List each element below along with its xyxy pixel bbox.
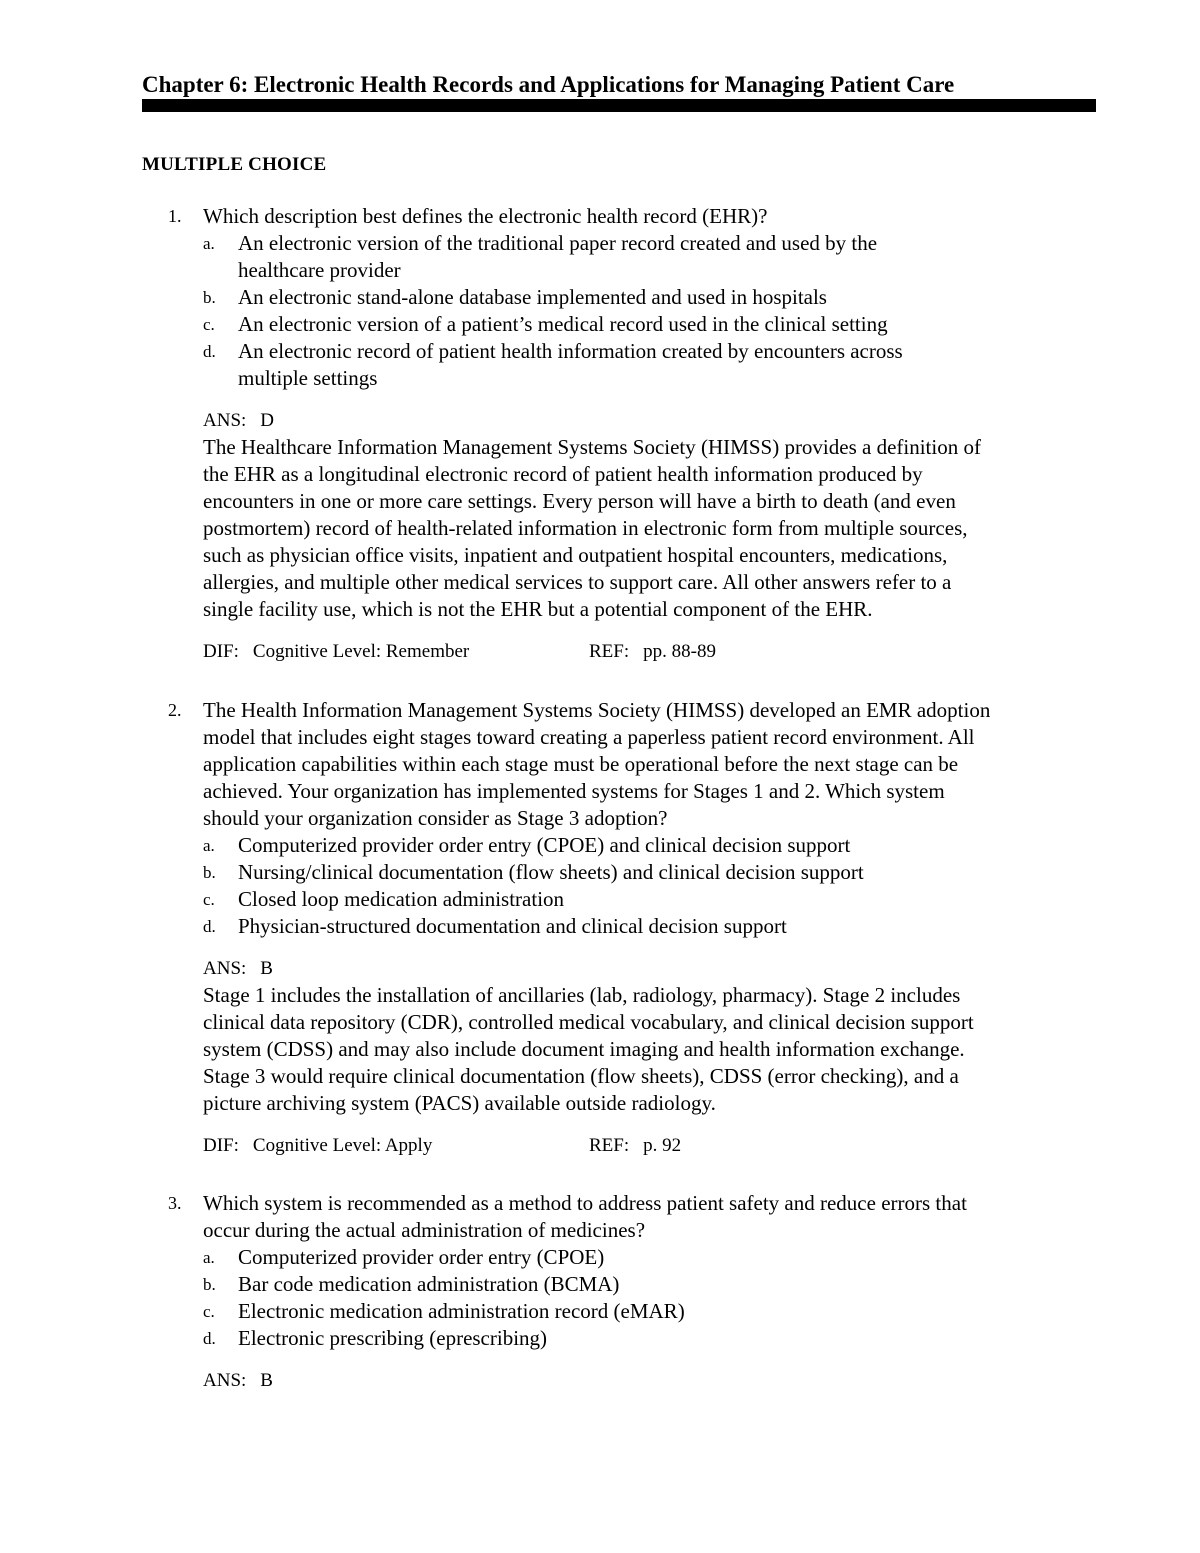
rationale-text: system (CDSS) and may also include document imaging and health information exchange. [203,1037,965,1061]
reference-info [589,638,716,665]
answer-label: ANS: [203,410,247,431]
option-letter: c. [203,315,215,334]
option-text: Physician-structured documentation and clinical decision support [238,914,787,938]
option-letter: b. [203,1275,216,1294]
reference-value: p. 92 [643,1135,682,1156]
option-letter: d. [203,342,216,361]
meta-line [142,638,1102,665]
question-stem-text: achieved. Your organization has implemented systems for Stages 1 and 2. Which system [203,779,945,803]
question-item [142,697,1102,1159]
question-stem-text: Which description best defines the electronic health record (EHR)? [203,204,768,228]
answer-option [142,886,1102,913]
question-stem-text: The Health Information Management Systems Society (HIMSS) developed an EMR adoption [203,698,991,722]
rationale-text: Stage 1 includes the installation of ancillaries (lab, radiology, pharmacy). Stage 2 includes [203,983,961,1007]
rationale-line [142,1090,1102,1117]
question-stem-line [142,1190,1102,1217]
answer-option [142,832,1102,859]
rationale-line [142,569,1102,596]
answer-key [203,955,273,982]
difficulty-label: DIF: [203,641,239,662]
question-stem-text: should your organization consider as Stage 3 adoption? [203,806,668,830]
rationale-line [142,515,1102,542]
option-text: An electronic version of the traditional paper record created and used by the [238,231,878,255]
rationale-text: allergies, and multiple other medical services to support care. All other answers refer to a [203,570,952,594]
reference-label: REF: [589,641,630,662]
option-letter: a. [203,836,215,855]
answer-option [142,284,1102,311]
rationale-line [142,1009,1102,1036]
answer-label: ANS: [203,1370,247,1391]
difficulty-info [203,1132,682,1159]
question-stem-line [142,1217,1102,1244]
question-stem-line [142,751,1102,778]
option-letter: b. [203,863,216,882]
rationale-text: clinical data repository (CDR), controlled medical vocabulary, and clinical decision support [203,1010,974,1034]
chapter-title: Chapter 6: Electronic Health Records and Applications for Managing Patient Care [142,72,955,97]
option-text: Computerized provider order entry (CPOE) and clinical decision support [238,833,851,857]
spacer [142,940,1102,955]
answer-value: B [260,958,273,979]
rationale-line [142,982,1102,1009]
option-text: Electronic prescribing (eprescribing) [238,1326,548,1350]
answer-option [142,338,1102,365]
answer-option [142,365,1102,392]
reference-value: pp. 88-89 [643,641,716,662]
option-letter: d. [203,917,216,936]
spacer [142,623,1102,638]
rationale-line [142,434,1102,461]
question-number: 2. [168,700,182,720]
question-number: 1. [168,206,182,226]
option-text: An electronic version of a patient’s medical record used in the clinical setting [238,312,888,336]
reference-info [589,1132,681,1159]
answer-key [203,407,274,434]
option-text: An electronic stand-alone database implemented and used in hospitals [238,285,827,309]
answer-label: ANS: [203,958,247,979]
option-letter: a. [203,1248,215,1267]
option-letter: b. [203,288,216,307]
answer-key [203,1367,273,1394]
question-stem-line [142,697,1102,724]
question-stem-line [142,778,1102,805]
answer-option [142,1244,1102,1271]
answer-option [142,230,1102,257]
spacer [142,1117,1102,1132]
option-letter: c. [203,890,215,909]
option-letter: c. [203,1302,215,1321]
difficulty-label: DIF: [203,1135,239,1156]
rationale-text: postmortem) record of health-related information in electronic form from multiple sources, [203,516,968,540]
answer-option [142,311,1102,338]
answer-value: D [260,410,275,431]
answer-option [142,257,1102,284]
rationale-line [142,461,1102,488]
section-heading: MULTIPLE CHOICE [142,154,327,175]
option-text: healthcare provider [238,258,401,282]
meta-line [142,1132,1102,1159]
question-item [142,1190,1102,1394]
spacer [142,392,1102,407]
answer-line [142,955,1102,982]
question-item [142,203,1102,665]
difficulty-info [203,638,716,665]
question-number: 3. [168,1193,182,1213]
option-text: Nursing/clinical documentation (flow sheets) and clinical decision support [238,860,864,884]
answer-option [142,913,1102,940]
rationale-text: Stage 3 would require clinical documentation (flow sheets), CDSS (error checking), and a [203,1064,959,1088]
answer-option [142,1271,1102,1298]
rationale-text: the EHR as a longitudinal electronic record of patient health information produced by [203,462,923,486]
title-rule [142,99,1096,112]
rationale-text: The Healthcare Information Management Systems Society (HIMSS) provides a definition of [203,435,981,459]
question-stem-line [142,203,1102,230]
answer-option [142,1325,1102,1352]
option-text: Electronic medication administration record (eMAR) [238,1299,685,1323]
answer-value: B [260,1370,273,1391]
rationale-text: encounters in one or more care settings. Every person will have a birth to death (and even [203,489,956,513]
option-text: multiple settings [238,366,378,390]
spacer [142,1352,1102,1367]
question-stem-text: model that includes eight stages toward creating a paperless patient record environment. All [203,725,975,749]
reference-label: REF: [589,1135,630,1156]
answer-option [142,859,1102,886]
option-letter: a. [203,234,215,253]
rationale-line [142,542,1102,569]
option-text: Computerized provider order entry (CPOE) [238,1245,605,1269]
rationale-text: single facility use, which is not the EHR but a potential component of the EHR. [203,597,873,621]
rationale-line [142,1063,1102,1090]
rationale-line [142,1036,1102,1063]
question-stem-text: Which system is recommended as a method to address patient safety and reduce errors that [203,1191,967,1215]
question-stem-line [142,724,1102,751]
difficulty-value: Cognitive Level: Apply [252,1135,433,1156]
answer-line [142,1367,1102,1394]
option-text: Closed loop medication administration [238,887,565,911]
option-letter: d. [203,1329,216,1348]
rationale-line [142,596,1102,623]
option-text: Bar code medication administration (BCMA) [238,1272,620,1296]
question-stem-text: application capabilities within each stage must be operational before the next stage can be [203,752,959,776]
answer-option [142,1298,1102,1325]
question-stem-line [142,805,1102,832]
rationale-line [142,488,1102,515]
difficulty-value: Cognitive Level: Remember [252,641,470,662]
question-stem-text: occur during the actual administration of medicines? [203,1218,646,1242]
answer-line [142,407,1102,434]
option-text: An electronic record of patient health information created by encounters across [238,339,903,363]
rationale-text: picture archiving system (PACS) available outside radiology. [203,1091,716,1115]
rationale-text: such as physician office visits, inpatient and outpatient hospital encounters, medications, [203,543,948,567]
